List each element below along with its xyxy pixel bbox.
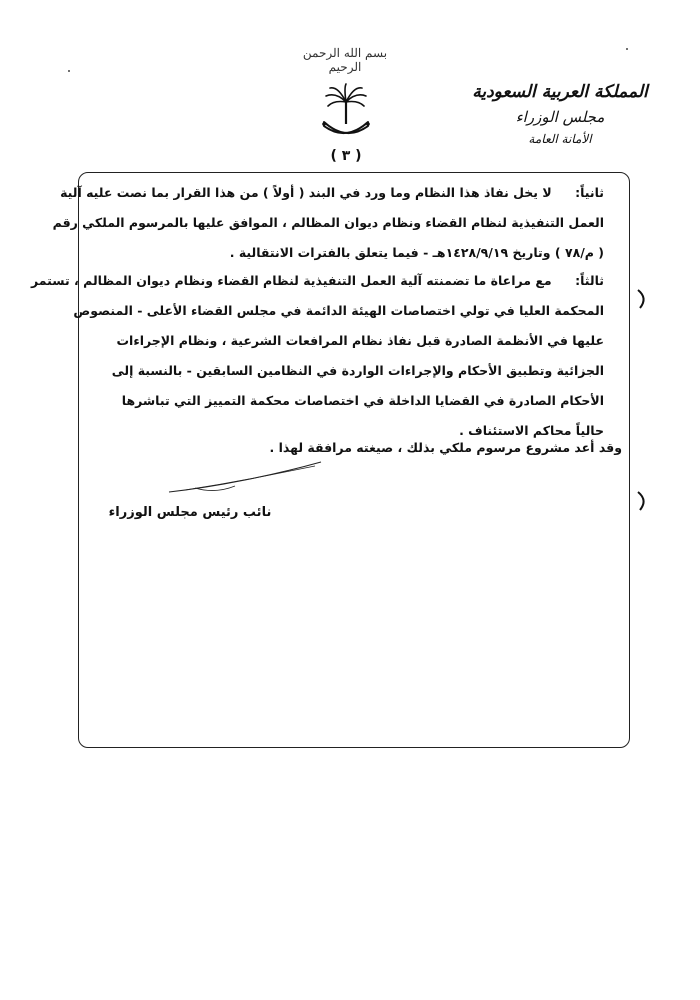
kingdom-title: المملكة العربية السعودية (472, 82, 648, 102)
signature-scribble (165, 458, 325, 498)
scan-speck (68, 70, 70, 72)
clause-line: ثانياً: لا يخل نفاذ هذا النظام وما ورد في البند ( أولاً ) من هذا القرار بما نصت عليه آلية (76, 178, 604, 208)
clause-line: الأحكام الصادرة في القضايا الداخلة في اختصاصات محكمة التمييز التي تباشرها (121, 393, 604, 408)
clause-label: ثالثاً: (575, 273, 604, 288)
clause-line: العمل التنفيذية لنظام القضاء ونظام ديوان المظالم ، الموافق عليها بالمرسوم الملكي رقم (52, 215, 604, 230)
clause-line: ثالثاً: مع مراعاة ما تضمنته آلية العمل التنفيذية لنظام القضاء ونظام ديوان المظالم ، تستمر (76, 266, 604, 296)
clause-second (52, 178, 604, 268)
clause-line: حالياً محاكم الاستئناف . (459, 423, 604, 438)
scan-speck (626, 48, 628, 50)
margin-mark-icon (636, 288, 650, 312)
signatory-title: نائب رئيس مجلس الوزراء (108, 505, 272, 520)
clause-label: ثانياً: (575, 185, 604, 200)
margin-mark-icon (636, 490, 650, 514)
saudi-emblem-icon (318, 82, 374, 144)
page-number: ( ٣ ) (330, 148, 362, 164)
secretariat-title: الأمانة العامة (528, 132, 592, 146)
letterhead (460, 82, 660, 146)
clause-line: الجزائية وتطبيق الأحكام والإجراءات الواردة في النظامين السابقين - بالنسبة إلى (111, 363, 604, 378)
clause-third (31, 266, 604, 446)
closing-statement: وقد أعد مشروع مرسوم ملكي بذلك ، صيغته مرافقة لهذا . (269, 440, 622, 455)
clause-line: ( م/٧٨ ) وتاريخ ١٤٢٨/٩/١٩هـ - فيما يتعلق بالفترات الانتقالية . (229, 245, 604, 260)
clause-line: عليها في الأنظمة الصادرة قبل نفاذ نظام المرافعات الشرعية ، ونظام الإجراءات (116, 333, 604, 348)
council-title: مجلس الوزراء (515, 108, 605, 126)
clause-line: المحكمة العليا في تولي اختصاصات الهيئة الدائمة في مجلس القضاء الأعلى - المنصوص (73, 303, 604, 318)
basmala: بسم الله الرحمن الرحيم (302, 46, 388, 74)
